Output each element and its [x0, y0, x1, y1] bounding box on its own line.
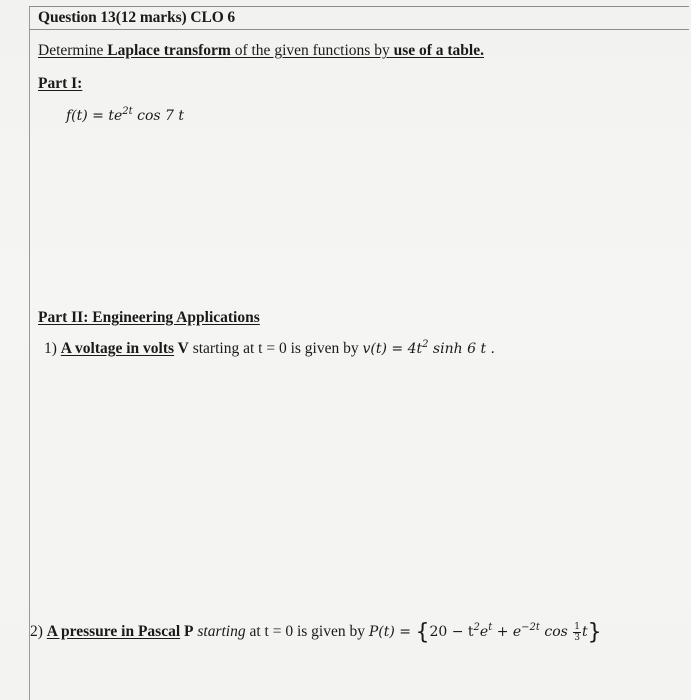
part1-heading: Part I: — [38, 75, 83, 92]
part2-heading: Part II: Engineering Applications — [38, 309, 260, 326]
part2-question-1: 1) A voltage in volts V starting at t = 0 is given by $v(t) = 4t^2$ sinh 6 t . — [44, 339, 495, 357]
part1-equation: $f(t) = te^{2t}$ cos 7 t — [66, 106, 185, 124]
intro-by: by — [374, 42, 390, 59]
q2-equation: $P(t) = \{20 - t^2e^t + e^{-2t}$ cos $\frac{1}{3}$ t} — [368, 620, 602, 645]
q1-subject: A voltage in volts — [60, 340, 175, 357]
intro-prefix: Determine — [38, 42, 108, 59]
instructions — [38, 42, 484, 60]
intro-use-of-table: use of a table. — [393, 42, 484, 59]
q2-subject: A pressure in Pascal — [46, 623, 181, 640]
intro-middle: of the given functions — [230, 42, 375, 59]
question-title: Question 13(12 marks) CLO 6 — [38, 9, 236, 26]
q1-equation: $v(t) = 4t^2$ sinh 6 t . — [362, 339, 495, 357]
fraction-one-third: $\frac{1}{3}$ — [574, 621, 581, 643]
page-border-left — [29, 6, 30, 700]
part2-question-2: 2) A pressure in Pascal P starting at t = 0 is given by $P(t) = \{20 - t^2e^t + e^{-2t}$ cos $\frac{1}{3}$ t} — [30, 620, 602, 645]
intro-laplace-transform: Laplace transform — [107, 42, 231, 59]
